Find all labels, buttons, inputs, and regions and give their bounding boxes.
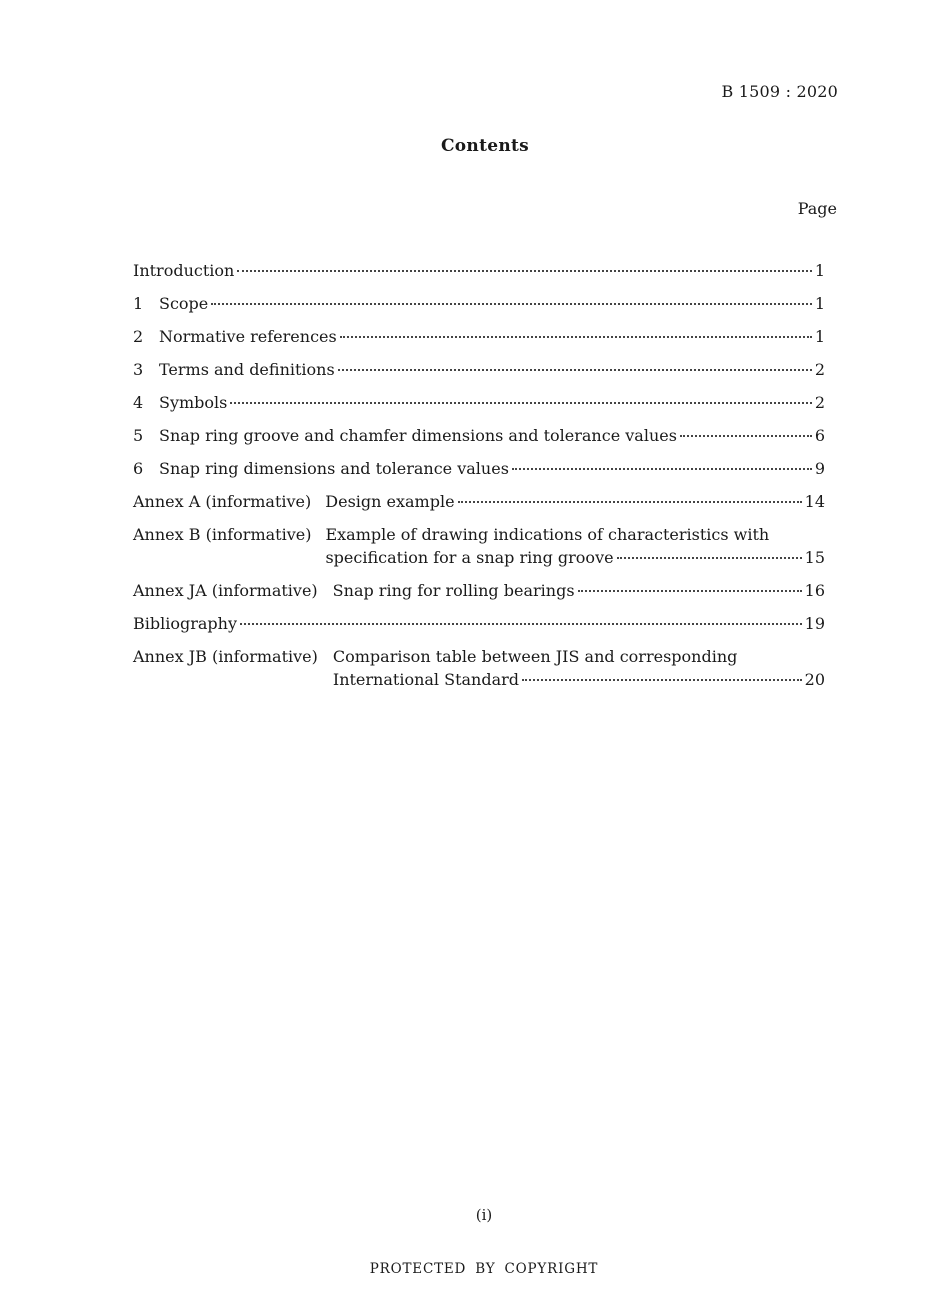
- annex-label: Annex JA (informative): [133, 581, 318, 600]
- toc-page-number: 1: [814, 327, 825, 346]
- dot-leader: [230, 402, 811, 404]
- toc-page-number: 14: [804, 492, 825, 511]
- document-number: B 1509 : 2020: [721, 82, 838, 101]
- toc-entry-symbols[interactable]: [133, 391, 825, 414]
- toc-entry-title: Scope: [159, 294, 209, 313]
- toc-page-number: 9: [814, 459, 825, 478]
- dot-leader: [237, 270, 811, 272]
- annex-label: Annex JB (informative): [133, 647, 318, 666]
- toc-entry-title-line1: Comparison table between JIS and corresponding: [332, 647, 738, 666]
- toc-entry-title-line2: International Standard: [332, 670, 520, 689]
- toc-entry-normative-references[interactable]: [133, 325, 825, 348]
- clause-number: 6: [133, 459, 144, 478]
- page-number-footer: (i): [475, 1206, 493, 1224]
- toc-entry-annex-ja[interactable]: [133, 579, 825, 602]
- clause-number: 3: [133, 360, 144, 379]
- dot-leader: [512, 468, 812, 470]
- toc-entry-annex-jb[interactable]: [133, 645, 825, 691]
- annex-label: Annex B (informative): [133, 525, 312, 544]
- toc-page-number: 16: [804, 581, 825, 600]
- toc-entry-bibliography[interactable]: [133, 612, 825, 635]
- dot-leader: [211, 303, 812, 305]
- clause-number: 1: [133, 294, 144, 313]
- toc-page-number: 19: [804, 614, 825, 633]
- toc-page-number: 2: [814, 360, 825, 379]
- toc-entry-title-line1: Example of drawing indications of characteristics with: [325, 525, 770, 544]
- toc-entry-title: Introduction: [133, 261, 235, 280]
- toc-entry-title: Bibliography: [133, 614, 237, 633]
- contents-title: Contents: [440, 136, 530, 156]
- dot-leader: [522, 679, 802, 681]
- toc-entry-title-line2: specification for a snap ring groove: [325, 548, 614, 567]
- toc-entry-title: Design example: [325, 492, 455, 511]
- toc-entry-title: Normative references: [159, 327, 337, 346]
- clause-number: 5: [133, 426, 144, 445]
- dot-leader: [617, 557, 802, 559]
- toc-page-number: 20: [804, 670, 825, 689]
- toc-entry-title: Snap ring dimensions and tolerance values: [159, 459, 509, 478]
- toc-page-number: 1: [814, 261, 825, 280]
- dot-leader: [240, 623, 802, 625]
- dot-leader: [578, 590, 802, 592]
- dot-leader: [340, 336, 812, 338]
- dot-leader: [680, 435, 812, 437]
- dot-leader: [458, 501, 802, 503]
- toc-page-number: 15: [804, 548, 825, 567]
- clause-number: 4: [133, 393, 144, 412]
- toc-page-number: 1: [814, 294, 825, 313]
- toc-entry-title: Terms and definitions: [159, 360, 335, 379]
- toc-entry-title: Snap ring for rolling bearings: [332, 581, 575, 600]
- toc-entry-groove-dimensions[interactable]: [133, 424, 825, 447]
- dot-leader: [338, 369, 812, 371]
- toc-entry-annex-a[interactable]: [133, 490, 825, 513]
- toc-entry-title: Symbols: [159, 393, 228, 412]
- table-of-contents: [133, 259, 825, 701]
- toc-entry-scope[interactable]: [133, 292, 825, 315]
- clause-number: 2: [133, 327, 144, 346]
- toc-page-number: 6: [814, 426, 825, 445]
- toc-entry-terms-and-definitions[interactable]: [133, 358, 825, 381]
- toc-entry-title: Snap ring groove and chamfer dimensions and tolerance values: [159, 426, 677, 445]
- annex-label: Annex A (informative): [133, 492, 312, 511]
- toc-page-number: 2: [814, 393, 825, 412]
- page-column-header: Page: [797, 199, 837, 218]
- copyright-notice: PROTECTED BY COPYRIGHT: [369, 1261, 599, 1277]
- toc-entry-introduction[interactable]: [133, 259, 825, 282]
- toc-entry-annex-b[interactable]: [133, 523, 825, 569]
- toc-entry-ring-dimensions[interactable]: [133, 457, 825, 480]
